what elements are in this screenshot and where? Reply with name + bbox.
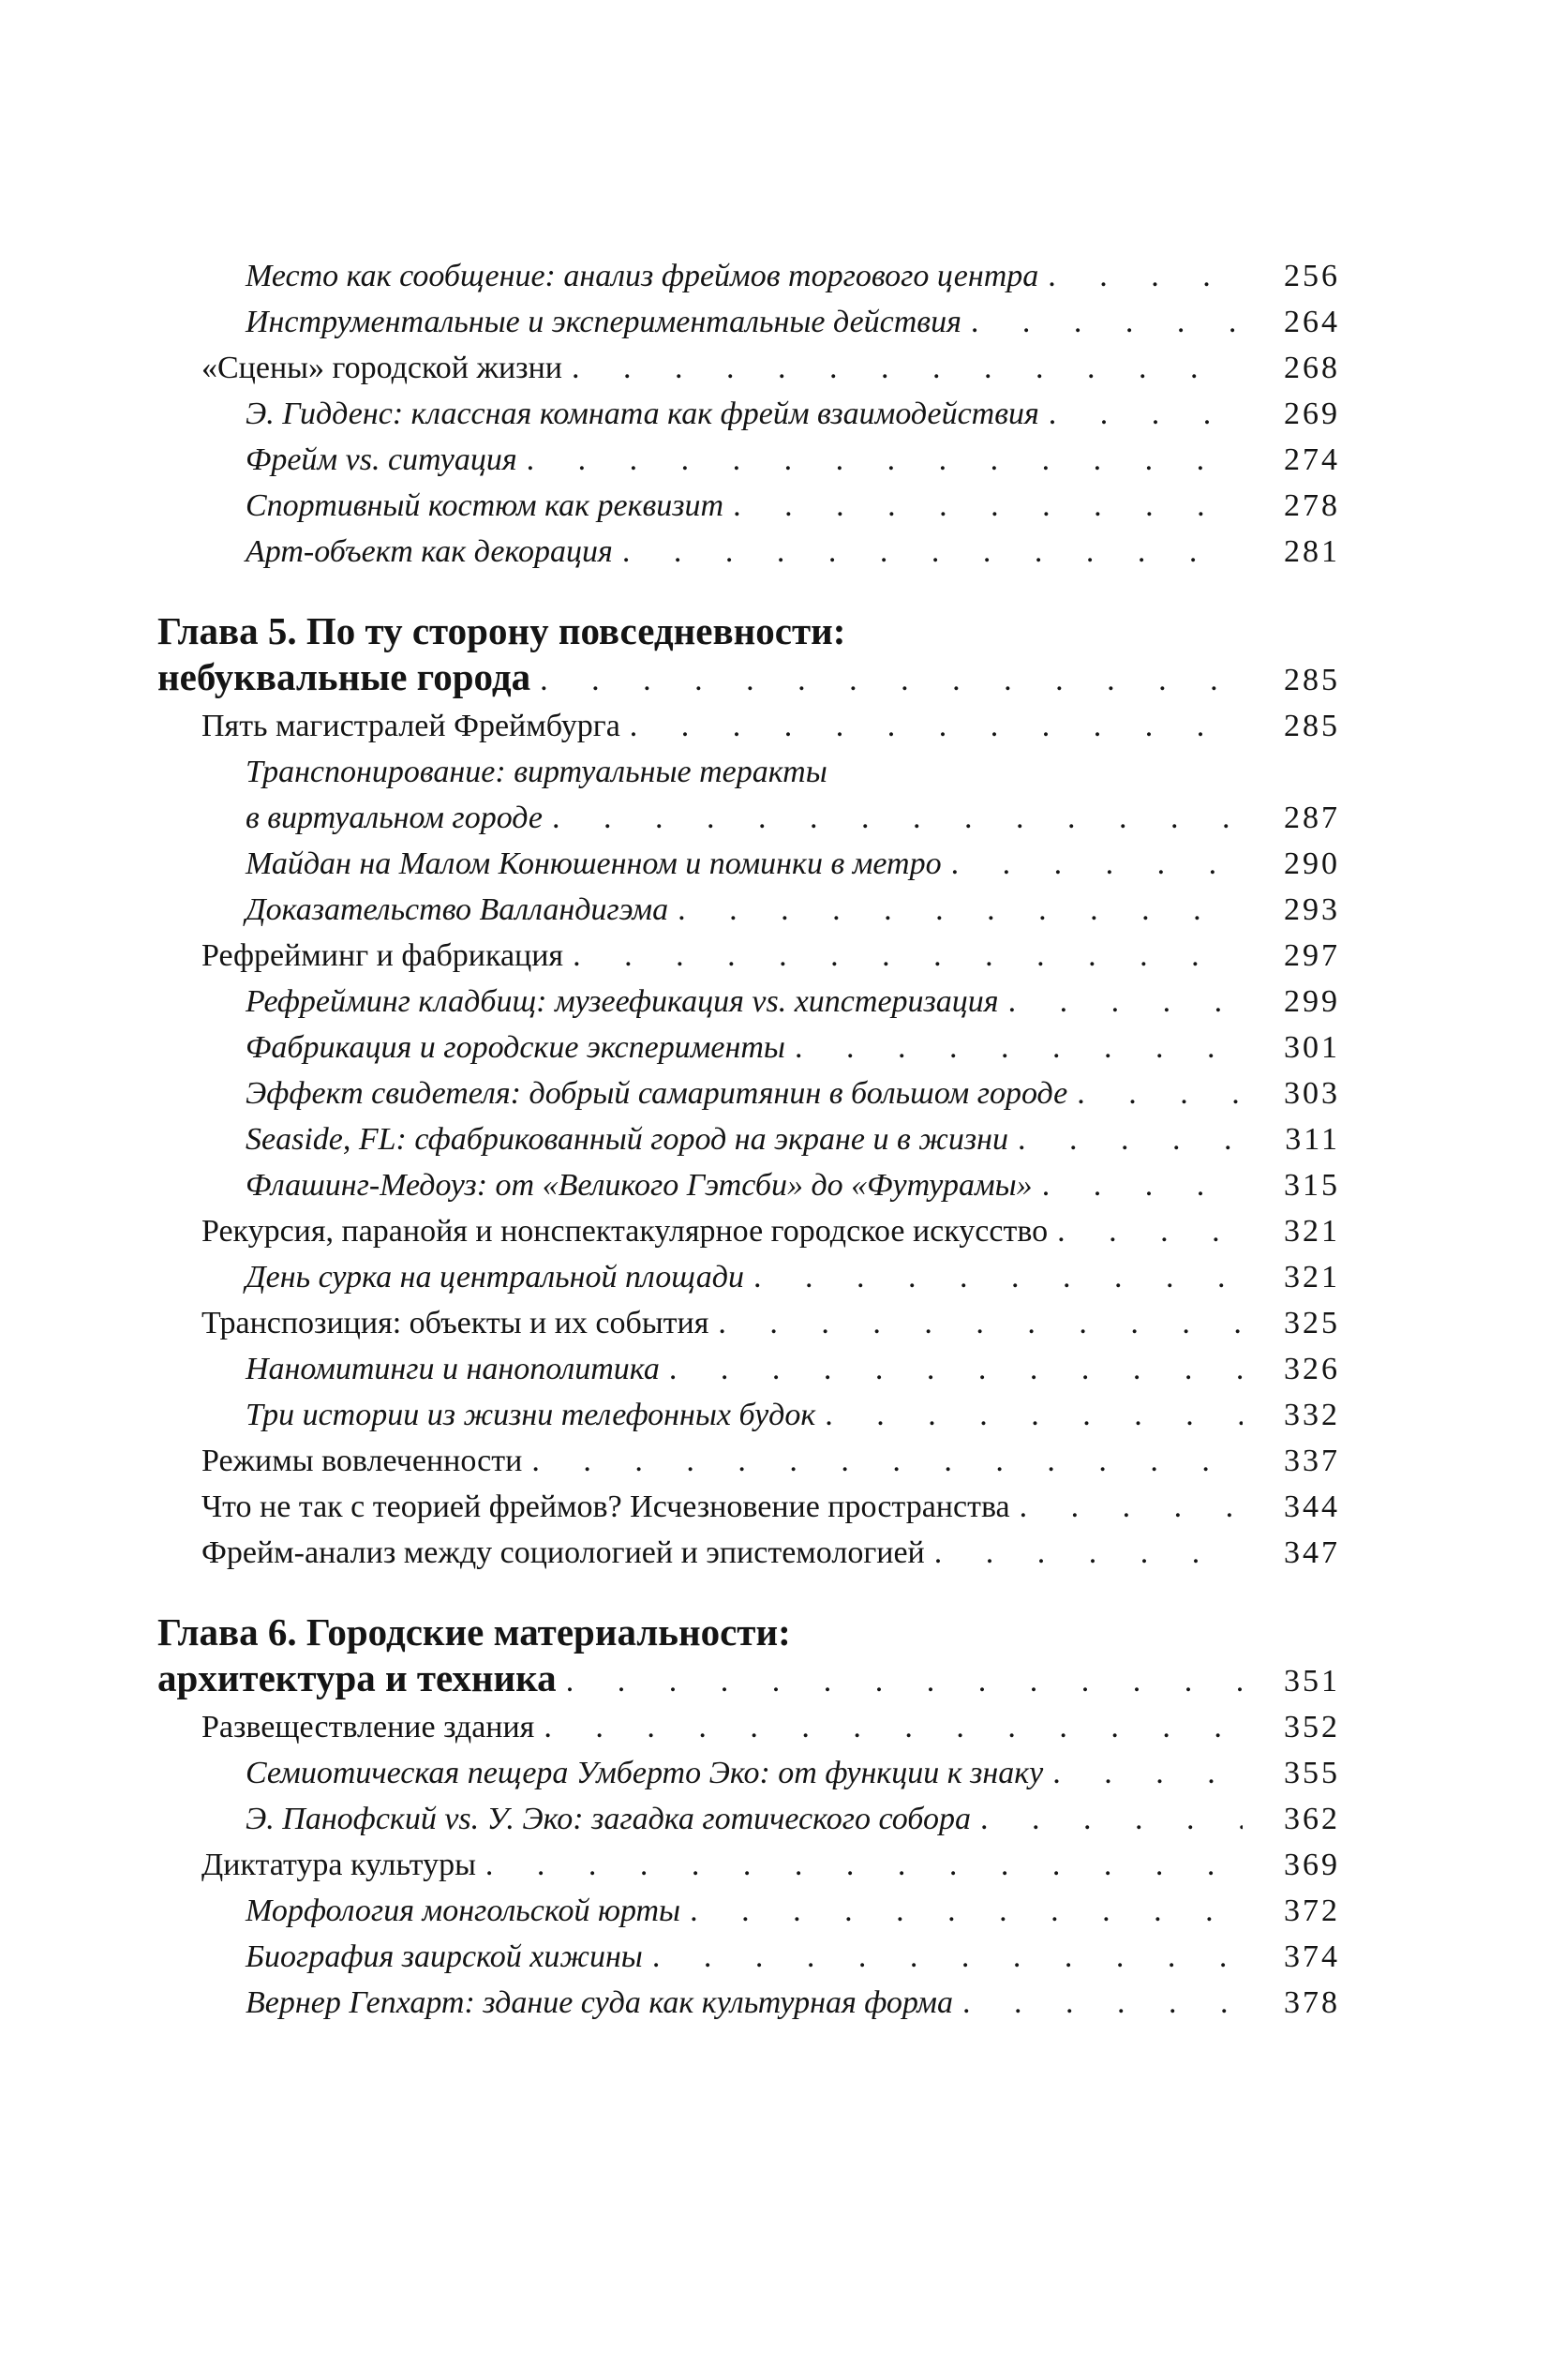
toc-row <box>157 1162 1340 1208</box>
dot-leader <box>1020 1484 1243 1530</box>
toc-row <box>157 1980 1340 2026</box>
page-number: 256 <box>1284 259 1340 293</box>
dot-leader <box>980 1796 1243 1842</box>
toc-entry-title: Э. Панофский vs. У. Эко: загадка готического собора <box>246 1802 971 1836</box>
dot-leader <box>622 529 1243 575</box>
dot-leader <box>652 1934 1243 1980</box>
page-number: 351 <box>1284 1664 1340 1699</box>
toc-entry-title: Фрейм-анализ между социологией и эпистемологией <box>201 1535 925 1570</box>
page-number: 301 <box>1284 1030 1340 1065</box>
toc-row <box>157 654 1340 703</box>
toc-entry-title: Транспонирование: виртуальные теракты <box>246 755 827 789</box>
toc-row <box>157 1208 1340 1254</box>
toc-entry-title: Развеществление здания <box>201 1710 535 1744</box>
toc-row <box>157 749 1340 795</box>
toc-entry-title: Э. Гидденс: классная комната как фрейм взаимодействия <box>246 397 1039 431</box>
dot-leader <box>795 1025 1243 1070</box>
toc-entry-title: Глава 6. Городские материальности: <box>157 1610 791 1654</box>
toc-entry-title: Арт-объект как декорация <box>246 534 613 569</box>
toc-entry-title: Вернер Гепхарт: здание суда как культурная форма <box>246 1985 953 2020</box>
toc-entry-title: Рекурсия, паранойя и нонспектакулярное городское искусство <box>201 1214 1049 1249</box>
toc-row <box>157 795 1340 841</box>
toc-row <box>157 1842 1340 1888</box>
toc-row <box>157 1704 1340 1750</box>
dot-leader <box>531 1438 1243 1484</box>
toc-entry-title: Спортивный костюм как реквизит <box>246 488 724 523</box>
page-number: 374 <box>1284 1939 1340 1974</box>
dot-leader <box>678 887 1243 933</box>
dot-leader <box>733 483 1243 529</box>
dot-leader <box>934 1530 1243 1576</box>
toc-entry-title: Диктатура культуры <box>201 1848 476 1882</box>
toc-entry-title: Пять магистралей Фреймбурга <box>201 709 620 743</box>
page-number: 269 <box>1284 397 1340 431</box>
page-number: 311 <box>1285 1122 1340 1157</box>
toc-row <box>157 1796 1340 1842</box>
toc-entry-title: Эффект свидетеля: добрый самаритянин в большом городе <box>246 1076 1068 1111</box>
dot-leader <box>753 1254 1243 1300</box>
dot-leader <box>1052 1750 1243 1796</box>
dot-leader <box>485 1842 1243 1888</box>
toc-entry-title: Флашинг-Медоуз: от «Великого Гэтсби» до «Футурамы» <box>246 1168 1033 1203</box>
page-number: 321 <box>1284 1214 1340 1249</box>
dot-leader <box>690 1888 1243 1934</box>
page-number: 293 <box>1284 892 1340 927</box>
toc-row <box>157 933 1340 979</box>
toc-row <box>157 1070 1340 1116</box>
page-number: 274 <box>1284 442 1340 477</box>
page-number: 362 <box>1284 1802 1340 1836</box>
dot-leader <box>540 657 1243 703</box>
toc-entry-title: Три истории из жизни телефонных будок <box>246 1398 816 1432</box>
dot-leader <box>1057 1208 1243 1254</box>
page-number: 297 <box>1284 938 1340 973</box>
page-number: 369 <box>1284 1848 1340 1882</box>
page-number: 268 <box>1284 351 1340 385</box>
toc-row <box>157 299 1340 345</box>
toc-entry-title: Семиотическая пещера Умберто Эко: от функции к знаку <box>246 1756 1044 1790</box>
dot-leader <box>573 933 1243 979</box>
page-number: 372 <box>1284 1894 1340 1928</box>
page-number: 321 <box>1284 1260 1340 1295</box>
toc-row <box>157 887 1340 933</box>
page-number: 285 <box>1284 663 1340 697</box>
toc-entry-title: Фрейм vs. ситуация <box>246 442 517 477</box>
toc-entry-title: Фабрикация и городские эксперименты <box>246 1030 785 1065</box>
toc-entry-title: Что не так с теорией фреймов? Исчезновение пространства <box>201 1489 1010 1524</box>
page-number: 278 <box>1284 488 1340 523</box>
toc-entry-title: Морфология монгольской юрты <box>246 1894 681 1928</box>
dot-leader <box>566 1658 1243 1704</box>
page-number: 378 <box>1284 1985 1340 2020</box>
page-number: 287 <box>1284 801 1340 835</box>
toc-row <box>157 437 1340 483</box>
toc-row <box>157 529 1340 575</box>
page-number: 299 <box>1284 984 1340 1019</box>
toc-row <box>157 1300 1340 1346</box>
toc-row <box>157 1750 1340 1796</box>
toc-row <box>157 1484 1340 1530</box>
dot-leader <box>1008 979 1243 1025</box>
dot-leader <box>572 345 1243 391</box>
toc-row <box>157 703 1340 749</box>
page-number: 355 <box>1284 1756 1340 1790</box>
toc-entry-title: Наномитинги и нанополитика <box>246 1352 660 1386</box>
toc-row <box>157 1392 1340 1438</box>
toc-row <box>157 979 1340 1025</box>
toc-row <box>157 1346 1340 1392</box>
dot-leader <box>544 1704 1243 1750</box>
toc-row <box>157 253 1340 299</box>
toc-entry-title: архитектура и техника <box>157 1656 557 1699</box>
dot-leader <box>1077 1070 1243 1116</box>
toc-entry-title: небуквальные города <box>157 655 531 698</box>
toc-entry-title: Транспозиция: объекты и их события <box>201 1306 709 1340</box>
toc-entry-title: Рефрейминг кладбищ: музеефикация vs. хипстеризация <box>246 984 999 1019</box>
toc-row <box>157 1254 1340 1300</box>
page-number: 264 <box>1284 305 1340 339</box>
page-number: 344 <box>1284 1489 1340 1524</box>
toc-row <box>157 391 1340 437</box>
toc-row <box>157 1888 1340 1934</box>
toc-row <box>157 1025 1340 1070</box>
toc-row <box>157 1934 1340 1980</box>
toc-entry-title: Режимы вовлеченности <box>201 1444 523 1478</box>
page-number: 303 <box>1284 1076 1340 1111</box>
toc-row <box>157 1609 1340 1655</box>
toc-list <box>157 253 1340 2026</box>
toc-entry-title: Доказательство Валландигэма <box>246 892 669 927</box>
toc-row <box>157 1655 1340 1704</box>
toc-row <box>157 345 1340 391</box>
toc-entry-title: в виртуальном городе <box>246 801 543 835</box>
page-number: 347 <box>1284 1535 1340 1570</box>
page-number: 325 <box>1284 1306 1340 1340</box>
page-number: 337 <box>1284 1444 1340 1478</box>
page-number: 315 <box>1284 1168 1340 1203</box>
dot-leader <box>552 795 1243 841</box>
toc-row <box>157 608 1340 654</box>
toc-entry-title: Место как сообщение: анализ фреймов торгового центра <box>246 259 1039 293</box>
toc-row <box>157 1116 1340 1162</box>
dot-leader <box>971 299 1243 345</box>
toc-row <box>157 483 1340 529</box>
page-number: 332 <box>1284 1398 1340 1432</box>
toc-entry-title: День сурка на центральной площади <box>246 1260 744 1295</box>
toc-entry-title: Инструментальные и экспериментальные действия <box>246 305 961 339</box>
toc-entry-title: Майдан на Малом Конюшенном и поминки в метро <box>246 846 942 881</box>
toc-entry-title: «Сцены» городской жизни <box>201 351 563 385</box>
toc-entry-title: Seaside, FL: сфабрикованный город на экране и в жизни <box>246 1122 1008 1157</box>
page-number: 285 <box>1284 709 1340 743</box>
toc-entry-title: Рефрейминг и фабрикация <box>201 938 564 973</box>
dot-leader <box>1049 391 1243 437</box>
page-number: 290 <box>1284 846 1340 881</box>
dot-leader <box>825 1392 1243 1438</box>
dot-leader <box>669 1346 1243 1392</box>
dot-leader <box>718 1300 1243 1346</box>
toc-row <box>157 1530 1340 1576</box>
page-number: 352 <box>1284 1710 1340 1744</box>
toc-entry-title: Глава 5. По ту сторону повседневности: <box>157 609 846 652</box>
dot-leader <box>1042 1162 1243 1208</box>
toc-row <box>157 1438 1340 1484</box>
dot-leader <box>1018 1116 1243 1162</box>
page-number: 326 <box>1284 1352 1340 1386</box>
toc-row <box>157 841 1340 887</box>
dot-leader <box>630 703 1243 749</box>
toc-entry-title: Биография заирской хижины <box>246 1939 643 1974</box>
dot-leader <box>1048 253 1243 299</box>
dot-leader <box>951 841 1243 887</box>
page-number: 281 <box>1284 534 1340 569</box>
dot-leader <box>962 1980 1243 2026</box>
dot-leader <box>527 437 1243 483</box>
